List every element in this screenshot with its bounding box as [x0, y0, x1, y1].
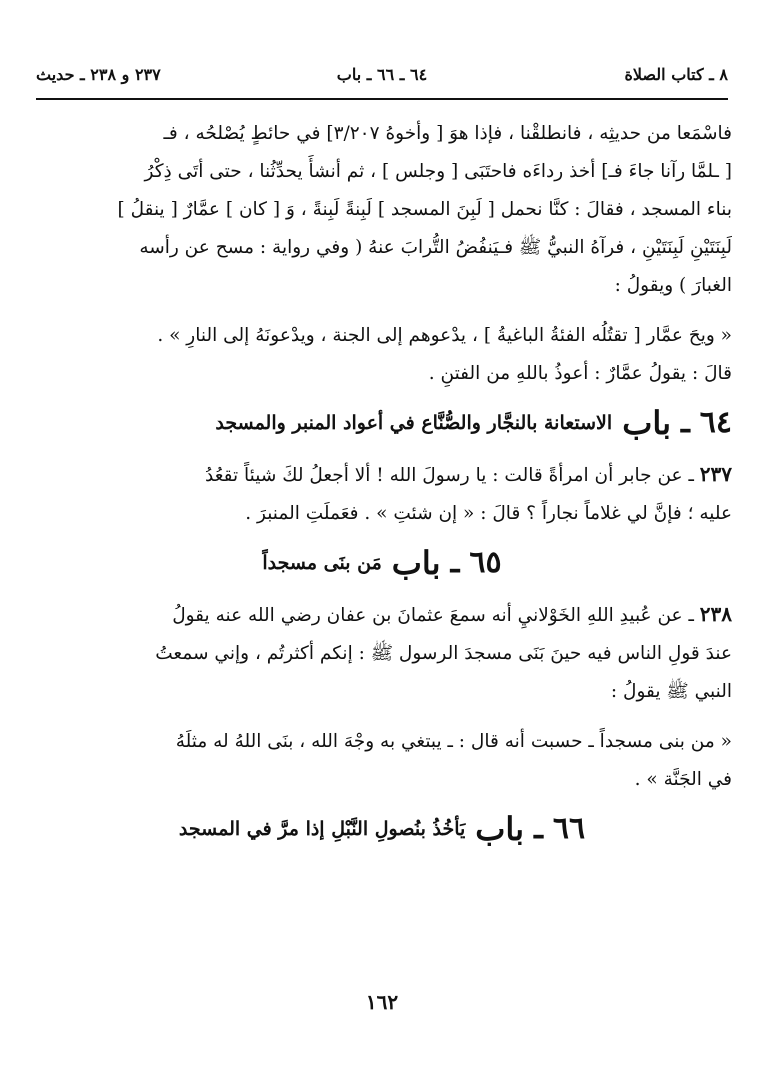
- prophetic-quote-1: « ويحَ عمَّار [ تقتُلُه الفئةُ الباغيةُ ] ، يدْعوهم إلى الجنة ، ويدْعونَهُ إلى النارِ » .: [157, 325, 732, 346]
- chapter-number: ٦٥: [469, 545, 502, 580]
- text-line: [32, 595, 732, 635]
- chapter-title: يَأخُذُ بنُصولِ النَّبْلِ إذا مرَّ في المسجد: [178, 818, 466, 840]
- paragraph-1: [32, 115, 732, 305]
- text-line: فاسْمَعا من حديثِه ، فانطلقْنا ، فإذا هوَ [ وأخوهُ ٣/٢٠٧] في حائطٍ يُصْلحُه ، فـ: [163, 123, 732, 144]
- hadith-237: [32, 455, 732, 533]
- header-divider: [36, 98, 728, 100]
- chapter-number: ٦٦: [552, 811, 586, 846]
- chapter-dash: ـ: [680, 405, 690, 440]
- page-number: ١٦٢: [365, 990, 399, 1014]
- page-body: [32, 115, 732, 861]
- hadith-text: ـ عن عُبيدِ اللهِ الخَوْلانيِ أنه سمعَ عثمانَ بن عفان رضي الله عنه يقولُ: [172, 605, 694, 626]
- chapter-dash: ـ: [450, 545, 460, 580]
- header-book-title: ٨ ـ كتاب الصلاة: [624, 64, 728, 84]
- text-line: بناء المسجد ، فقالَ : كنَّا نحمل [ لَبِنَ المسجد ] لَبِنةً لَبِنةً ، وَ [ كان ] عمَّارٌ [ ينقلُ ]: [117, 199, 732, 220]
- header-hadith-range: ٢٣٧ و ٢٣٨ ـ حديث: [36, 64, 161, 84]
- text-line: [ ـلمَّا رآنا جاءَ فـ] أخذ رداءَه فاحتَبَى [ وجلس ] ، ثم أنشأَ يحدِّثُنا ، حتى أتَى ذِكْرُ: [144, 161, 732, 182]
- text-line: عليه ؛ فإنَّ لي غلاماً نجاراً ؟ قالَ : « إن شئتِ » . فعَملَتِ المنبرَ .: [245, 503, 732, 524]
- chapter-word: باب: [391, 544, 441, 582]
- chapter-64-heading: [32, 395, 732, 451]
- hadith-238: [32, 595, 732, 799]
- chapter-title: الاستعانة بالنجَّار والصُّنَّاع في أعواد المنبر والمسجد: [215, 412, 613, 434]
- hadith-number: ٢٣٧: [699, 462, 732, 486]
- chapter-title: مَن بنَى مسجداً: [262, 552, 382, 574]
- text-line: الغبارَ ) ويقولُ :: [614, 275, 732, 296]
- header-chapter-range: ٦٤ ـ ٦٦ ـ باب: [336, 64, 428, 84]
- text-line: عندَ قولِ الناس فيه حينَ بَنَى مسجدَ الرسول ﷺ : إنكم أكثرتُم ، وإني سمعتُ: [155, 643, 732, 664]
- text-line: [32, 455, 732, 495]
- chapter-dash: ـ: [534, 811, 543, 846]
- hadith-number: ٢٣٨: [699, 602, 732, 626]
- chapter-65-heading: [32, 535, 732, 591]
- text-line: لَبِنَتَيْنِ لَبِنَتَيْنِ ، فرآهُ النبيُّ ﷺ فـيَنفُضُ التُّرابَ عنهُ ( وفي رواية : مسح عن رأسه: [139, 237, 732, 258]
- prophetic-quote-2-end: في الجَنَّة » .: [634, 769, 732, 790]
- chapter-word: باب: [622, 404, 671, 442]
- chapter-66-heading: [32, 801, 732, 857]
- running-header: [36, 56, 728, 92]
- text-line: النبي ﷺ يقولُ :: [610, 681, 732, 702]
- chapter-number: ٦٤: [699, 405, 732, 440]
- prophetic-quote-2: « من بنى مسجداً ـ حسبت أنه قال : ـ يبتغي به وجْهَ الله ، بنَى اللهُ له مثلَهُ: [175, 731, 732, 752]
- chapter-word: باب: [475, 810, 525, 848]
- closing-statement: قالَ : يقولُ عمَّارٌ : أعوذُ باللهِ من الفتنِ .: [428, 363, 732, 384]
- hadith-text: ـ عن جابر أن امرأةً قالت : يا رسولَ الله ! ألا أجعلُ لكَ شيئاً تقعُدُ: [205, 465, 694, 486]
